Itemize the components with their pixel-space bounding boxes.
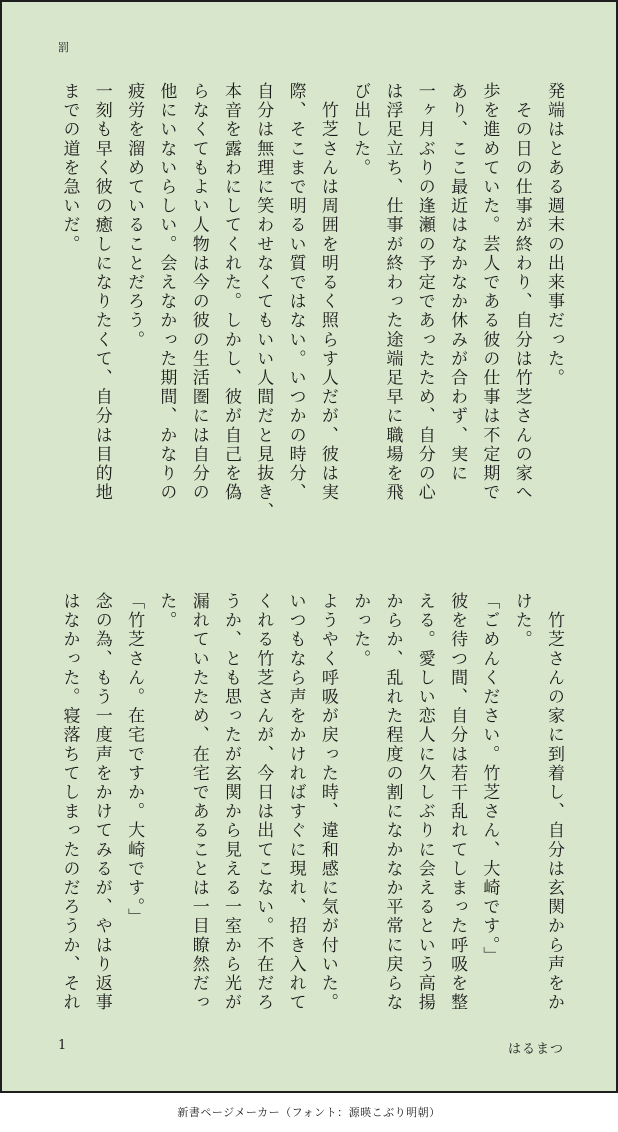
top-text-column: 一刻も早く彼の癒しになりたくて、自分は目的地 [91, 82, 112, 503]
bottom-text-column: 竹芝さんの家に到着し、自分は玄関から声をか [544, 592, 564, 1013]
top-text-column: 竹芝さんは周囲を明るく照らす人だが、彼は実 [317, 82, 338, 503]
top-text-column: 自分は無理に笑わせなくてもいい人間だと見抜き、 [253, 82, 274, 522]
top-text-column: らなくてもよい人物は今の彼の生活圏には自分の [188, 82, 209, 503]
bottom-text-column: た。 [156, 592, 177, 631]
top-text-column: 疲労を溜めていることだろう。 [124, 82, 145, 350]
page-number: 1 [58, 1038, 67, 1053]
top-text-column: 他にいないらしい。会えなかった期間、かなりの [156, 82, 177, 503]
bottom-text-column: 彼を待つ間、自分は若干乱れてしまった呼吸を整 [447, 592, 468, 1013]
top-text-column: 歩を進めていた。芸人である彼の仕事は不定期で [479, 82, 500, 503]
top-text-column: その日の仕事が終わり、自分は竹芝さんの家へ [511, 82, 532, 503]
bottom-text-column: いつもなら声をかければすぐに現れ、招き入れて [285, 592, 306, 1013]
footer-caption: 新書ページメーカー（フォント：源暎こぶり明朝） [177, 1106, 441, 1119]
page-title: 罰 [58, 41, 69, 54]
top-text-column: までの道を急いだ。 [59, 82, 80, 254]
bottom-text-column: けた。 [511, 592, 532, 650]
bottom-text-column: くれる竹芝さんが、今日は出てこない。不在だろ [253, 592, 274, 1013]
bottom-text-column: 漏れていたため、在宅であることは一目瞭然だっ [188, 592, 209, 1013]
top-text-column: あり、ここ最近はなかなか休みが合わず、実に [447, 82, 468, 484]
author-name: はるまつ [507, 1042, 564, 1057]
bottom-text-column: える。愛しい恋人に久しぶりに会えるという高揚 [414, 592, 435, 1013]
bottom-text-column: はなかった。寝落ちてしまったのだろうか、それ [59, 592, 80, 1013]
top-text-column: 本音を露わにしてくれた。しかし、彼が自己を偽 [221, 82, 241, 503]
top-text-column: 発端はとある週末の出来事だった。 [544, 82, 564, 388]
top-text-column: び出した。 [350, 82, 371, 178]
bottom-text-column: ようやく呼吸が戻った時、違和感に気が付いた。 [317, 592, 338, 1013]
bottom-text-column: からか、乱れた程度の割になかなか平常に戻らな [382, 592, 403, 1013]
top-text-column: 際、そこまで明るい質ではない。いつかの時分、 [285, 82, 306, 503]
bottom-text-column: 「竹芝さん。在宅ですか。大崎です。」 [124, 592, 145, 928]
top-text-column: は浮足立ち、仕事が終わった途端足早に職場を飛 [382, 82, 403, 503]
bottom-text-column: 「ごめんください。竹芝さん、大崎です。」 [479, 592, 500, 966]
bottom-text-column: うか、とも思ったが玄関から見える一室から光が [221, 592, 241, 1013]
bottom-text-column: 念の為、もう一度声をかけてみるが、やはり返事 [91, 592, 112, 1013]
top-text-column: 一ヶ月ぶりの逢瀬の予定であったため、自分の心 [414, 82, 435, 503]
bottom-text-column: かった。 [350, 592, 371, 669]
